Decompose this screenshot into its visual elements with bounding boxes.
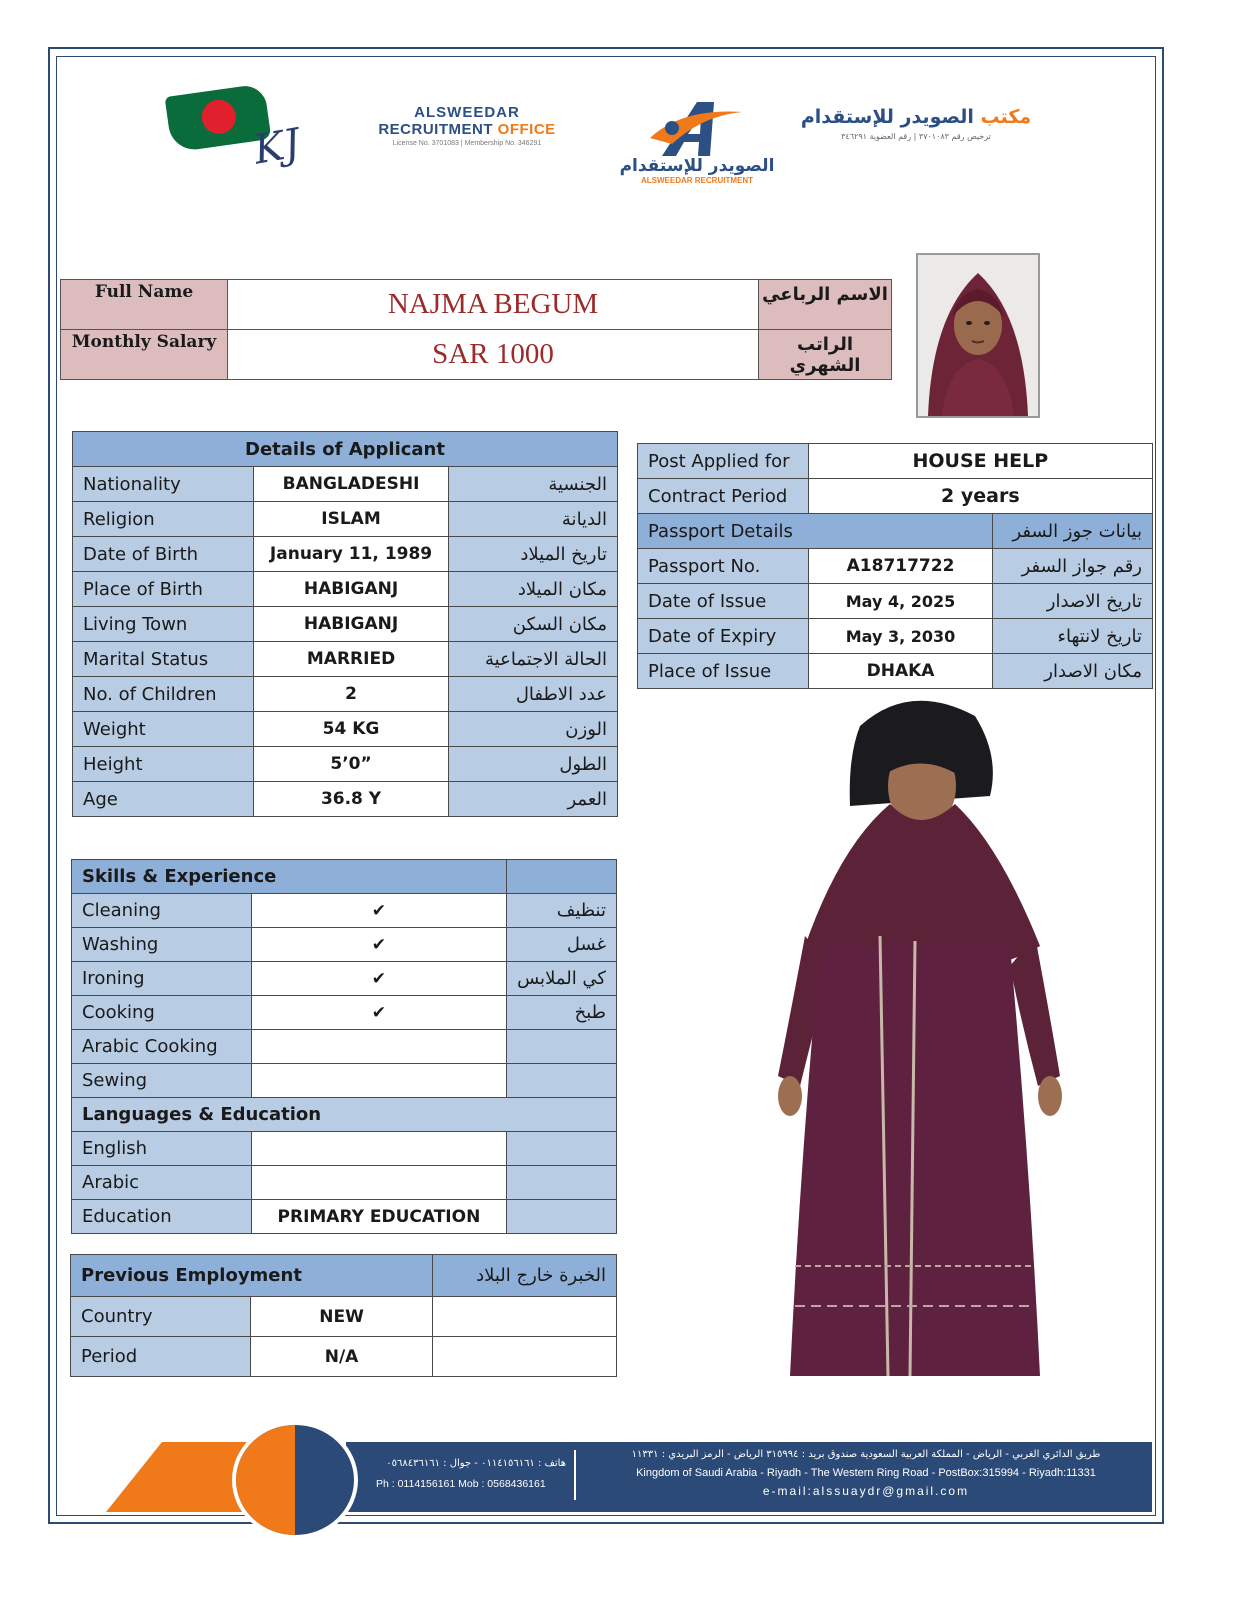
salary-value: SAR 1000 [228,330,759,380]
full-name-label: Full Name [61,280,228,330]
full-name-value: NAJMA BEGUM [228,280,759,330]
language-label-ar [507,1132,617,1166]
detail-value: January 11, 1989 [253,537,449,572]
passport-header: Passport Details [638,514,993,549]
table-row [72,1200,617,1234]
skill-check [251,1064,506,1098]
skill-check: ✔ [251,962,506,996]
passport-label: Date of Expiry [638,619,809,654]
table-row [72,1030,617,1064]
skill-check: ✔ [251,996,506,1030]
table-row [71,1337,617,1377]
table-row [72,996,617,1030]
footer-phone-en: Ph : 0114156161 Mob : 0568436161 [376,1478,546,1490]
passport-label-ar: تاريخ الاصدار [993,584,1153,619]
detail-value: HABIGANJ [253,572,449,607]
education-label: Education [72,1200,252,1234]
skill-label: Sewing [72,1064,252,1098]
skill-check [251,1030,506,1064]
detail-label: Living Town [73,607,254,642]
bangladesh-flag-logo [162,84,302,194]
contract-label: Contract Period [638,479,809,514]
previous-extra [433,1297,617,1337]
passport-value: A18717722 [808,549,993,584]
table-row [72,1064,617,1098]
table-row [73,677,618,712]
skills-table [71,859,617,1234]
footer-phone [376,1454,566,1494]
table-row [73,782,618,817]
previous-extra [433,1337,617,1377]
logo-english-name: ALSWEEDAR RECRUITMENT [641,176,753,185]
detail-label: Height [73,747,254,782]
detail-label-ar: الوزن [449,712,618,747]
language-value [251,1132,506,1166]
table-row [73,467,618,502]
detail-label-ar: مكان السكن [449,607,618,642]
passport-label-ar: مكان الاصدار [993,654,1153,689]
language-label: Arabic [72,1166,252,1200]
center-company-logo [612,98,782,198]
detail-value: BANGLADESHI [253,467,449,502]
applicant-details-table [72,431,618,817]
previous-title-ar: الخبرة خارج البلاد [433,1255,617,1297]
detail-label: No. of Children [73,677,254,712]
passport-label: Passport No. [638,549,809,584]
language-label-ar [507,1166,617,1200]
detail-label: Place of Birth [73,572,254,607]
footer-banner [56,1420,1156,1520]
skills-title-blank [507,860,617,894]
detail-label: Date of Birth [73,537,254,572]
footer-address [586,1446,1146,1500]
detail-value: HABIGANJ [253,607,449,642]
skill-label-ar [507,1064,617,1098]
skill-label-ar [507,1030,617,1064]
arabic-logo-title: مكتب الصويدر للإستقدام [800,106,1032,128]
salary-label: Monthly Salary [61,330,228,380]
full-name-label-ar: الاسم الرباعي [759,280,892,330]
detail-label-ar: مكان الميلاد [449,572,618,607]
detail-value: 5’0” [253,747,449,782]
contract-value: 2 years [808,479,1152,514]
previous-label: Period [71,1337,251,1377]
table-row [73,712,618,747]
detail-label: Religion [73,502,254,537]
detail-label: Marital Status [73,642,254,677]
skill-label: Arabic Cooking [72,1030,252,1064]
skills-title: Skills & Experience [72,860,507,894]
logo-arabic-name: الصويدر للإستقدام [619,156,775,176]
detail-value: 36.8 Y [253,782,449,817]
previous-value: NEW [250,1297,433,1337]
table-row [73,502,618,537]
detail-label-ar: الطول [449,747,618,782]
logo-title: ALSWEEDAR [414,104,520,121]
footer-separator [574,1450,576,1500]
footer-address-en: Kingdom of Saudi Arabia - Riyadh - The Western Ring Road - PostBox:315994 - Riyadh:11331 [636,1467,1096,1479]
passport-photo [916,253,1040,418]
previous-label: Country [71,1297,251,1337]
passport-label: Place of Issue [638,654,809,689]
salary-label-ar: الراتب الشهري [759,330,892,380]
table-row [71,1297,617,1337]
passport-value: May 3, 2030 [808,619,993,654]
table-row [73,642,618,677]
language-value [251,1166,506,1200]
passport-header-ar: بيانات جوز السفر [993,514,1153,549]
table-row [72,962,617,996]
english-company-logo [362,104,572,147]
detail-label: Age [73,782,254,817]
passport-label: Date of Issue [638,584,809,619]
table-row [638,549,1153,584]
kj-signature: KJ [250,120,304,174]
passport-label-ar: رقم جواز السفر [993,549,1153,584]
table-row [72,894,617,928]
detail-value: ISLAM [253,502,449,537]
language-label: English [72,1132,252,1166]
a-logo-icon [642,98,752,160]
detail-label: Weight [73,712,254,747]
skill-check: ✔ [251,928,506,962]
detail-label-ar: العمر [449,782,618,817]
detail-value: 2 [253,677,449,712]
skill-label-ar: تنظيف [507,894,617,928]
footer-circle-logo-icon [232,1421,358,1539]
logo-subtitle: RECRUITMENT OFFICE [378,121,556,138]
skill-label: Ironing [72,962,252,996]
skill-label: Washing [72,928,252,962]
skill-label-ar: غسل [507,928,617,962]
education-label-ar [507,1200,617,1234]
details-title: Details of Applicant [73,432,618,467]
languages-title: Languages & Education [72,1098,617,1132]
post-label: Post Applied for [638,444,809,479]
table-row [73,537,618,572]
detail-value: MARRIED [253,642,449,677]
post-passport-table [637,443,1153,689]
footer-phone-ar: هاتف : ٠١١٤١٥٦١٦١ - جوال : ٠٥٦٨٤٣٦١٦١ [386,1458,566,1469]
detail-label-ar: الديانة [449,502,618,537]
table-row [638,584,1153,619]
table-row [73,607,618,642]
previous-value: N/A [250,1337,433,1377]
passport-value: DHAKA [808,654,993,689]
identity-table [60,279,892,380]
table-row [638,619,1153,654]
skill-label-ar: طبخ [507,996,617,1030]
detail-label-ar: الحالة الاجتماعية [449,642,618,677]
previous-title: Previous Employment [71,1255,433,1297]
footer-email: e-mail:alssuaydr@gmail.com [762,1484,970,1498]
table-row [72,928,617,962]
logo-license: License No. 3701083 | Membership No. 346291 [392,140,542,147]
education-value: PRIMARY EDUCATION [251,1200,506,1234]
detail-label-ar: الجنسية [449,467,618,502]
table-row [72,1132,617,1166]
passport-value: May 4, 2025 [808,584,993,619]
arabic-company-logo [800,106,1032,141]
detail-label-ar: تاريخ الميلاد [449,537,618,572]
skill-label: Cooking [72,996,252,1030]
full-body-photo [760,686,1070,1386]
detail-value: 54 KG [253,712,449,747]
table-row [638,654,1153,689]
arabic-logo-license: ترخيص رقم ٣٧٠١٠٨٣ | رقم العضوية ٣٤٦٢٩١ [841,132,991,141]
skill-label: Cleaning [72,894,252,928]
detail-label: Nationality [73,467,254,502]
table-row [73,572,618,607]
table-row [72,1166,617,1200]
table-row [73,747,618,782]
passport-label-ar: تاريخ لانتهاء [993,619,1153,654]
skill-label-ar: كي الملابس [507,962,617,996]
footer-address-ar: طريق الدائري الغربي - الرياض - المملكة العربية السعودية صندوق بريد : ٣١٥٩٩٤ الرياض - الرمز البريدي : ١١٣٣١ [631,1449,1101,1460]
previous-employment-table [70,1254,617,1377]
post-value: HOUSE HELP [808,444,1152,479]
detail-label-ar: عدد الاطفال [449,677,618,712]
skill-check: ✔ [251,894,506,928]
